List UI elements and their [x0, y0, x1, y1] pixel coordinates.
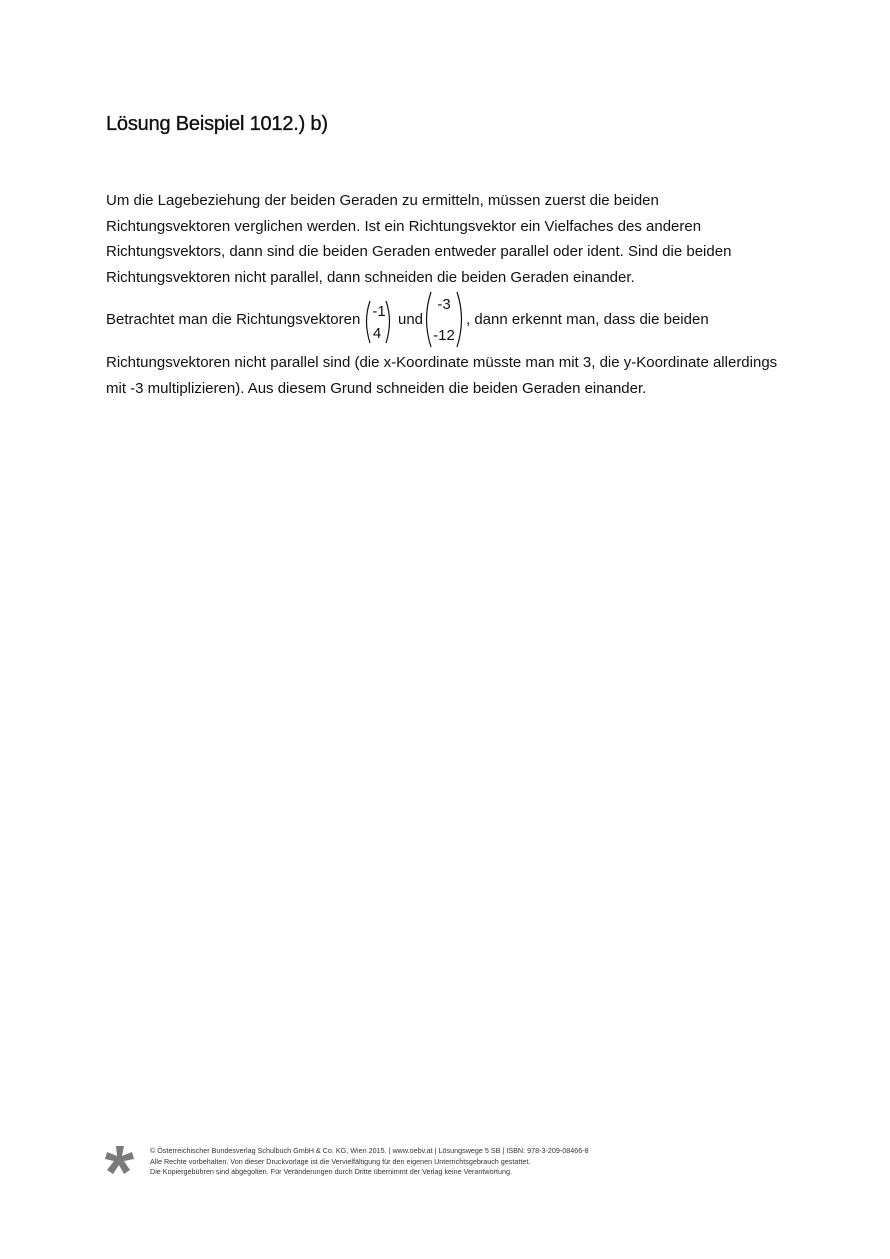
direction-vector-2 [422, 290, 466, 350]
paragraph-line: Richtungsvektors, dann sind die beiden Geraden entweder parallel oder ident. Sind die beiden [106, 243, 732, 260]
vector-sentence-before: Betrachtet man die Richtungsvektoren [106, 311, 361, 328]
paragraph-line: Um die Lagebeziehung der beiden Geraden zu ermitteln, müssen zuerst die beiden [106, 192, 659, 209]
paragraph-line: Richtungsvektoren verglichen werden. Ist ein Richtungsvektor ein Vielfaches des anderen [106, 217, 702, 235]
vector-sentence-after: , dann erkennt man, dass die beiden [466, 311, 709, 328]
footer-line: © Österreichischer Bundesverlag Schulbuch GmbH & Co. KG, Wien 2015. | www.oebv.at | Lösungswege 5 SB | ISBN: 978-3-209-08466-8 [150, 1146, 589, 1155]
direction-vector-1 [362, 298, 394, 346]
vector-1-x: -1 [372, 303, 386, 320]
conclusion-paragraph [106, 350, 806, 401]
vector-sentence-middle: und [398, 311, 424, 328]
vector-2-x: -3 [437, 296, 451, 313]
page-title: Lösung Beispiel 1012.) b) [106, 113, 328, 135]
footer-line: Die Kopiergebühren sind abgegolten. Für Veränderungen durch Dritte übernimmt der Verlag keine Verantwortung. [150, 1167, 512, 1176]
paragraph-line: mit -3 multiplizieren). Aus diesem Grund schneiden die beiden Geraden einander. [106, 379, 647, 397]
vector-1-y: 4 [372, 325, 382, 342]
vector-2-y: -12 [433, 327, 455, 344]
footer-line: Alle Rechte vorbehalten. Von dieser Druckvorlage ist die Vervielfältigung für den eigenen Unterrichtsgebrauch gestattet. [150, 1156, 531, 1166]
intro-paragraph [106, 188, 806, 290]
footer-copyright [150, 1146, 589, 1178]
paragraph-line: Richtungsvektoren nicht parallel sind (die x-Koordinate müsste man mit 3, die y-Koordinate allerdings [106, 354, 778, 371]
oebv-logo-icon [104, 1144, 136, 1176]
paragraph-line: Richtungsvektoren nicht parallel, dann schneiden die beiden Geraden einander. [106, 268, 635, 286]
